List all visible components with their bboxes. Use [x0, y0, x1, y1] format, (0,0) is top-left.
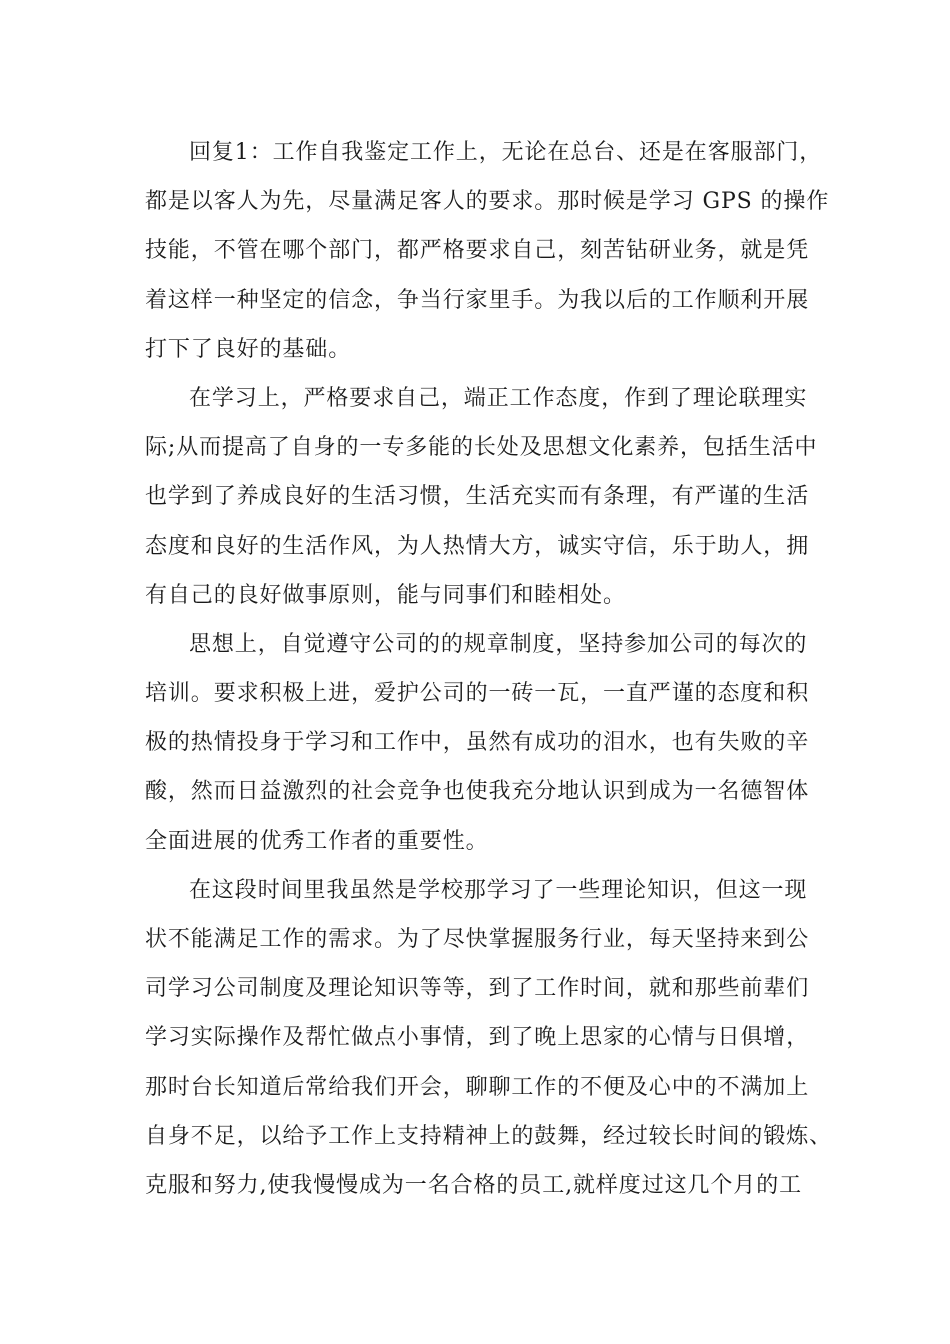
paragraph-line: 在这段时间里我虽然是学校那学习了一些理论知识，但这一现 — [189, 877, 808, 903]
paragraph-line: 克服和努力,使我慢慢成为一名合格的员工,就样度过这几个月的工 — [145, 1172, 802, 1198]
paragraph-line: 态度和良好的生活作风，为人热情大方，诚实守信，乐于助人，拥 — [145, 533, 810, 559]
paragraph-line: 培训。要求积极上进，爱护公司的一砖一瓦，一直严谨的态度和积 — [145, 681, 810, 707]
paragraph-line: 自身不足，以给予工作上支持精神上的鼓舞，经过较长时间的锻炼、 — [145, 1123, 833, 1149]
paragraph-line: 回复1：工作自我鉴定工作上，无论在总台、还是在客服部门， — [189, 140, 823, 165]
paragraph-line: 全面进展的优秀工作者的重要性。 — [145, 828, 489, 854]
paragraph-line: 那时台长知道后常给我们开会，聊聊工作的不便及心中的不满加上 — [145, 1074, 810, 1100]
paragraph-line: 打下了良好的基础。 — [145, 336, 352, 362]
paragraph-line: 酸，然而日益激烈的社会竞争也使我充分地认识到成为一名德智体 — [145, 779, 810, 805]
paragraph-line: 状不能满足工作的需求。为了尽快掌握服务行业，每天坚持来到公 — [145, 927, 810, 952]
paragraph-line: 着这样一种坚定的信念，争当行家里手。为我以后的工作顺利开展 — [145, 287, 810, 313]
paragraph-line: 在学习上，严格要求自己，端正工作态度，作到了理论联理实 — [189, 385, 808, 411]
paragraph-line: 也学到了养成良好的生活习惯，生活充实而有条理，有严谨的生活 — [145, 484, 810, 510]
paragraph-line: 技能，不管在哪个部门，都严格要求自己，刻苦钻研业务，就是凭 — [145, 238, 810, 264]
paragraph-line: 司学习公司制度及理论知识等等，到了工作时间，就和那些前辈们 — [145, 976, 810, 1002]
paragraph-line: 极的热情投身于学习和工作中，虽然有成功的泪水，也有失败的辛 — [145, 730, 810, 756]
paragraph-line: 学习实际操作及帮忙做点小事情，到了晚上思家的心情与日俱增， — [145, 1025, 810, 1051]
body-text — [145, 128, 833, 1210]
paragraph-line: 都是以客人为先，尽量满足客人的要求。那时候是学习 GPS 的操作 — [145, 189, 830, 215]
paragraph-line: 思想上，自觉遵守公司的的规章制度，坚持参加公司的每次的 — [189, 631, 808, 657]
paragraph-line: 有自己的良好做事原则，能与同事们和睦相处。 — [145, 582, 626, 608]
paragraph-line: 际;从而提高了自身的一专多能的长处及思想文化素养，包括生活中 — [145, 435, 818, 461]
